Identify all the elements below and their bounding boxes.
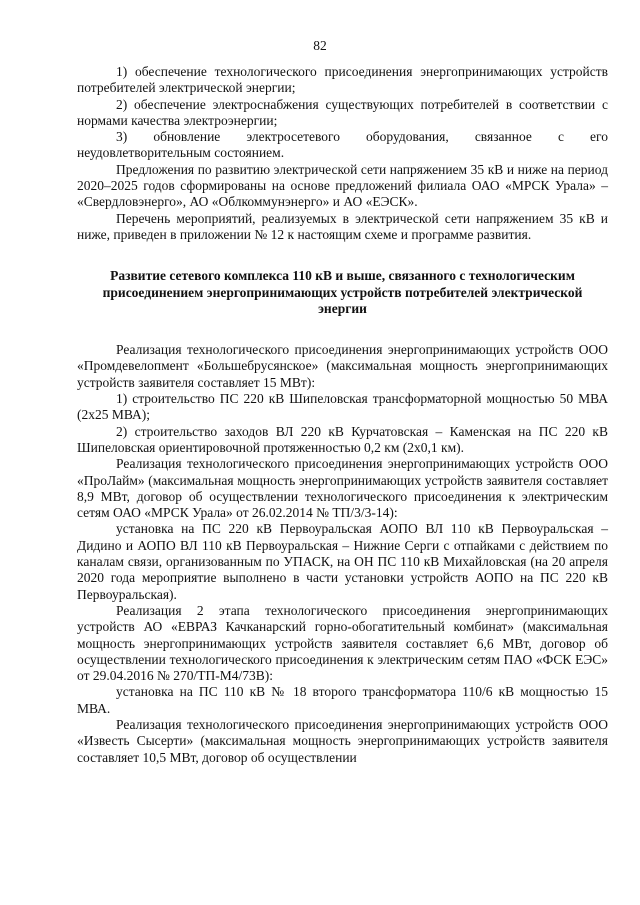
list-item-shipelovskaya-lines: 2) строительство заходов ВЛ 220 кВ Курчатовская – Каменская на ПС 220 кВ Шипеловская ориентировочной протяженностью 0,2 км (2х0,1 км). xyxy=(77,423,608,455)
paragraph-measures-list: Перечень мероприятий, реализуемых в электрической сети напряжением 35 кВ и ниже, приведен в приложении № 12 к настоящим схеме и программе развития. xyxy=(77,210,608,242)
paragraph-izvest-syserti: Реализация технологического присоединения энергопринимающих устройств ООО «Известь Сысерти» (максимальная мощность энергопринимающих устройств заявителя составляет 10,5 МВт, договор об осуществлении xyxy=(77,716,608,765)
section-heading: Развитие сетевого комплекса 110 кВ и выше, связанного с технологическим присоединением энергопринимающих устройств потребителей электрической энергии xyxy=(102,268,583,316)
list-item-shipelovskaya-substation: 1) строительство ПС 220 кВ Шипеловская трансформаторной мощностью 50 МВА (2х25 МВА); xyxy=(77,391,608,423)
page-number: 82 xyxy=(313,38,327,53)
list-item-3: 3) обновление электросетевого оборудования, связанное с его неудовлетворительным состоянием. xyxy=(77,129,608,161)
list-item-2: 2) обеспечение электроснабжения существующих потребителей в соответствии с нормами качества электроэнергии; xyxy=(77,96,608,128)
document-body xyxy=(77,64,608,766)
paragraph-evraz: Реализация 2 этапа технологического присоединения энергопринимающих устройств АО «ЕВРАЗ Качканарский горно-обогатительный комбинат» (максимальная мощность энергопринимающих устройств заявителя составляет 6,6 МВт, договор об осуществлении технологического присоединения к электрическим сетям ПАО «ФСК ЕЭС» от 29.04.2016 № 270/ТП-М4/73В): xyxy=(77,602,608,684)
paragraph-pervouralskaya-aopo: установка на ПС 220 кВ Первоуральская АОПО ВЛ 110 кВ Первоуральская – Дидино и АОПО ВЛ 110 кВ Первоуральская – Нижние Серги с отпайками с действием по каналам связи, организованным по УПАСК, на ОН ПС 110 кВ Михайловская (на 20 апреля 2020 года мероприятие выполнено в части установки устройств АОПО на ПС 220 кВ Первоуральская). xyxy=(77,521,608,602)
list-item-1: 1) обеспечение технологического присоединения энергопринимающих устройств потребителей электрической энергии; xyxy=(77,64,608,96)
paragraph-prolaim: Реализация технологического присоединения энергопринимающих устройств ООО «ПроЛайм» (максимальная мощность энергопринимающих устройств заявителя составляет 8,9 МВт, договор об осуществлении технологического присоединения к электрическим сетям ОАО «МРСК Урала» от 26.02.2014 № ТП/3/3-14): xyxy=(77,456,608,521)
paragraph-transformer-18: установка на ПС 110 кВ № 18 второго трансформатора 110/6 кВ мощностью 15 МВА. xyxy=(77,684,608,716)
paragraph-bolshebrusyanskoe: Реализация технологического присоединения энергопринимающих устройств ООО «Промдевелопмент «Большебрусянское» (максимальная мощность энергопринимающих устройств заявителя составляет 15 МВт): xyxy=(77,342,608,390)
paragraph-proposals: Предложения по развитию электрической сети напряжением 35 кВ и ниже на период 2020–2025 годов сформированы на основе предложений филиала ОАО «МРСК Урала» – «Свердловэнерго», АО «Облкоммунэнерго» и АО «ЕЭСК». xyxy=(77,161,608,210)
